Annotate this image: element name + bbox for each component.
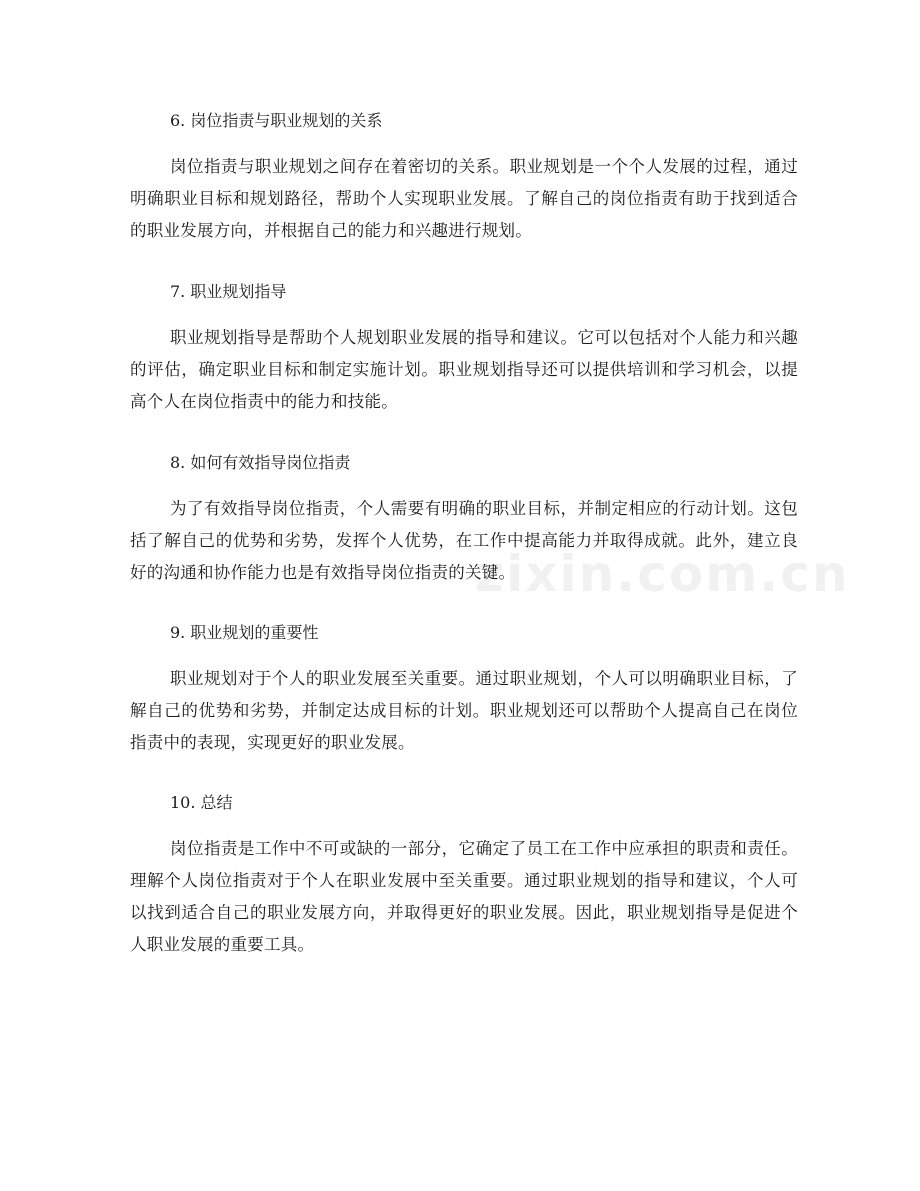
section-heading: 8. 如何有效指导岗位指责 bbox=[170, 453, 351, 472]
section-paragraph: 职业规划对于个人的职业发展至关重要。通过职业规划，个人可以明确职业目标，了解自己的优势和劣势，并制定达成目标的计划。职业规划还可以帮助个人提高自己在岗位指责中的表现，实现更好的职业发展。 bbox=[130, 669, 798, 752]
section-heading: 6. 岗位指责与职业规划的关系 bbox=[170, 111, 383, 130]
section-heading: 10. 总结 bbox=[170, 793, 233, 812]
watermark: zixin.com.cn bbox=[475, 545, 850, 603]
section-heading: 9. 职业规划的重要性 bbox=[170, 623, 319, 642]
section-heading: 7. 职业规划指导 bbox=[170, 282, 287, 301]
section-paragraph: 岗位指责与职业规划之间存在着密切的关系。职业规划是一个个人发展的过程，通过明确职业目标和规划路径，帮助个人实现职业发展。了解自己的岗位指责有助于找到适合的职业发展方向，并根据自己的能力和兴趣进行规划。 bbox=[130, 157, 798, 240]
section-paragraph: 为了有效指导岗位指责，个人需要有明确的职业目标，并制定相应的行动计划。这包括了解自己的优势和劣势，发挥个人优势，在工作中提高能力并取得成就。此外，建立良好的沟通和协作能力也是有效指导岗位指责的关键。 bbox=[130, 499, 798, 582]
section-paragraph: 岗位指责是工作中不可或缺的一部分，它确定了员工在工作中应承担的职责和责任。理解个人岗位指责对于个人在职业发展中至关重要。通过职业规划的指导和建议，个人可以找到适合自己的职业发展方向，并取得更好的职业发展。因此，职业规划指导是促进个人职业发展的重要工具。 bbox=[130, 839, 798, 954]
section-paragraph: 职业规划指导是帮助个人规划职业发展的指导和建议。它可以包括对个人能力和兴趣的评估，确定职业目标和制定实施计划。职业规划指导还可以提供培训和学习机会，以提高个人在岗位指责中的能力和技能。 bbox=[130, 328, 798, 411]
